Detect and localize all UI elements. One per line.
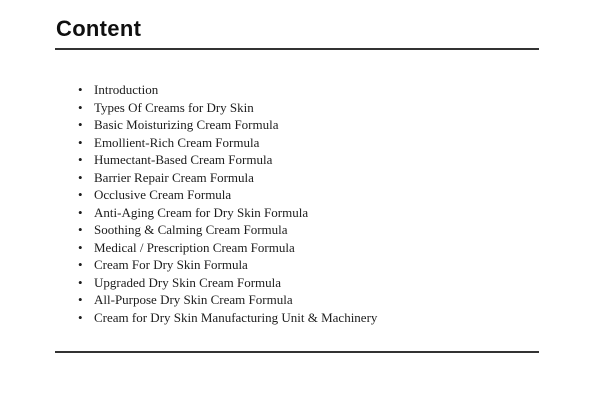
bullet-icon: •: [78, 99, 83, 115]
bullet-icon: •: [78, 117, 83, 132]
toc-item: [78, 221, 377, 239]
toc-item: [78, 81, 377, 99]
toc-item: [78, 239, 377, 257]
toc-item-label: Medical / Prescription Cream Formula: [94, 239, 295, 255]
footer-divider: [55, 351, 539, 353]
toc-item-label: Humectant-Based Cream Formula: [94, 152, 273, 167]
toc-item-label: Types Of Creams for Dry Skin: [94, 99, 254, 115]
toc-item: [78, 186, 377, 204]
bullet-icon: •: [78, 187, 83, 202]
toc-item-label: Barrier Repair Cream Formula: [94, 169, 254, 185]
toc-item: [78, 309, 377, 327]
toc-item-label: Occlusive Cream Formula: [94, 187, 232, 202]
toc-item-label: Anti-Aging Cream for Dry Skin Formula: [94, 204, 309, 220]
toc-item: [78, 116, 377, 134]
toc-item: [78, 204, 377, 222]
title-divider: [55, 48, 539, 50]
toc-item-label: Basic Moisturizing Cream Formula: [94, 117, 279, 132]
bullet-icon: •: [78, 204, 83, 220]
bullet-icon: •: [78, 82, 83, 97]
toc-item: [78, 169, 377, 187]
toc-item: [78, 99, 377, 117]
toc-item-label: Cream for Dry Skin Manufacturing Unit & Machinery: [94, 309, 378, 325]
bullet-icon: •: [78, 152, 83, 167]
toc-item: [78, 256, 377, 274]
toc-item: [78, 274, 377, 292]
bullet-icon: •: [78, 274, 83, 290]
toc-item-label: All-Purpose Dry Skin Cream Formula: [94, 292, 293, 307]
toc-item: [78, 151, 377, 169]
bullet-icon: •: [78, 309, 83, 325]
toc-item: [78, 291, 377, 309]
bullet-icon: •: [78, 292, 83, 307]
toc-list: [78, 81, 377, 326]
page-title: Content: [56, 16, 142, 41]
toc-item-label: Emollient-Rich Cream Formula: [94, 134, 260, 150]
toc-item-label: Cream For Dry Skin Formula: [94, 257, 248, 272]
bullet-icon: •: [78, 239, 83, 255]
toc-item-label: Upgraded Dry Skin Cream Formula: [94, 274, 282, 290]
bullet-icon: •: [78, 222, 83, 237]
toc-item: [78, 134, 377, 152]
toc-item-label: Soothing & Calming Cream Formula: [94, 222, 288, 237]
toc-item-label: Introduction: [94, 82, 159, 97]
bullet-icon: •: [78, 257, 83, 272]
bullet-icon: •: [78, 169, 83, 185]
bullet-icon: •: [78, 134, 83, 150]
